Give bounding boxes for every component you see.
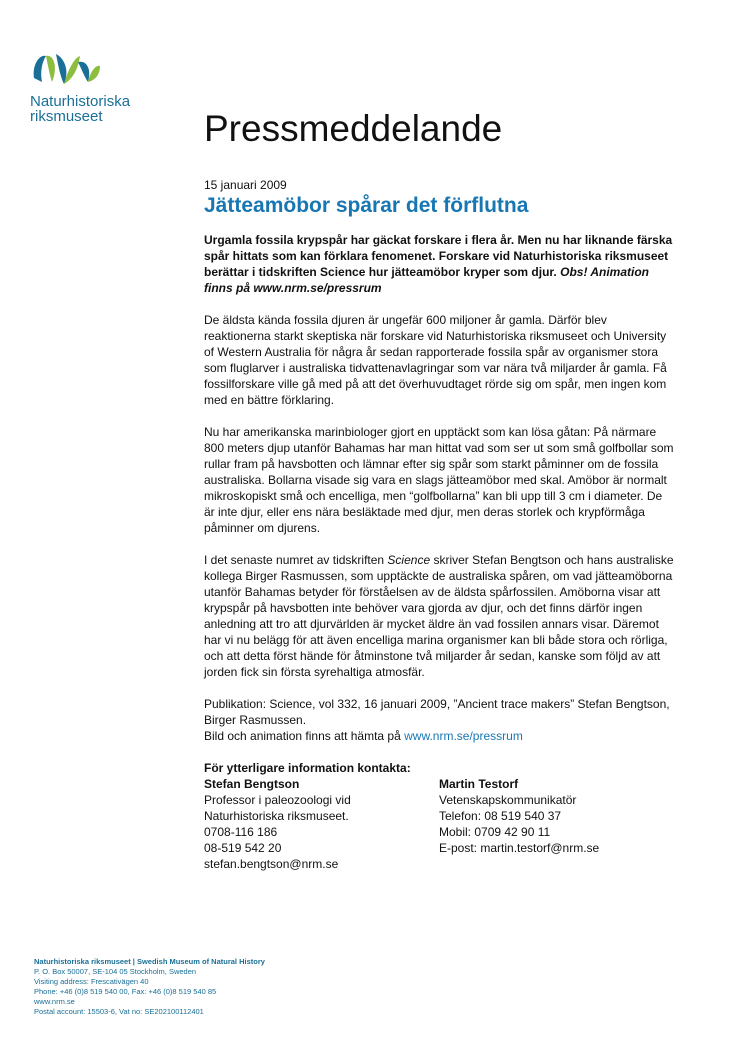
contact-line: Vetenskapskommunikatör	[439, 793, 577, 807]
logo	[30, 48, 140, 124]
paragraph-3-after: skriver Stefan Bengtson och hans australiske kollega Birger Rasmussen, som upptäckte de australiska spåren, om vad jätteamöborna utanför Bahamas betyder för förståelsen av de äldsta spårfossilen. Amöborna visar att krypspår på havsbotten inte behöver vara gjorda av djur, och det finns därför ingen anledning att tro att djurvärlden är mycket äldre än vad fossilen annars visar. Däremot har vi nu belägg för att även encelliga marina organismer kan bli både stora och rörliga, och att detta först hände för åtminstone två miljarder år sedan, kanske som följd av att jorden fick sin första syrehaltiga atmosfär.	[204, 553, 674, 679]
footer-line: Postal account: 15503-6, Vat no: SE202100112401	[34, 1007, 204, 1016]
document-title: Pressmeddelande	[204, 108, 503, 149]
pressrum-link[interactable]: www.nrm.se/pressrum	[404, 729, 523, 743]
contact-line: Naturhistoriska riksmuseet.	[204, 809, 349, 823]
publication-info	[204, 696, 674, 744]
museum-logo-icon	[30, 48, 102, 88]
image-download-text: Bild och animation finns att hämta på	[204, 729, 405, 743]
contact-line: Mobil: 0709 42 90 11	[439, 825, 551, 839]
contact-stefan-bengtson	[204, 776, 439, 872]
contact-martin-testorf	[439, 776, 674, 872]
contact-line: 0708-116 186	[204, 825, 278, 839]
publication-line: Publikation: Science, vol 332, 16 januari 2009, ”Ancient trace makers” Stefan Bengtson, Birger Rasmussen.	[204, 697, 670, 727]
contact-heading: För ytterligare information kontakta:	[204, 761, 411, 775]
paragraph-3-before: I det senaste numret av tidskriften	[204, 553, 388, 567]
footer-website[interactable]: www.nrm.se	[34, 997, 75, 1006]
contact-name: Martin Testorf	[439, 777, 519, 791]
lead-text: Urgamla fossila krypspår har gäckat forskare i flera år. Men nu har liknande färska spår hittats som kan förklara fenomenet. Forskare vid Naturhistoriska riksmuseet berättar i tidskriften Science hur jätteamöbor kryper som djur.	[204, 233, 673, 279]
release-date: 15 januari 2009	[204, 178, 287, 192]
body-paragraph-3	[204, 552, 674, 680]
paragraph-3-journal: Science	[387, 553, 431, 567]
lead-paragraph	[204, 232, 674, 296]
contact-email[interactable]: stefan.bengtson@nrm.se	[204, 857, 339, 871]
contact-name: Stefan Bengtson	[204, 777, 300, 791]
footer	[34, 957, 265, 1017]
contact-line: 08-519 542 20	[204, 841, 282, 855]
press-release-body	[204, 178, 674, 872]
lead-italic-note: Obs! Animation finns på www.nrm.se/pressrum	[204, 265, 649, 295]
body-paragraph-2: Nu har amerikanska marinbiologer gjort en upptäckt som kan lösa gåtan: På närmare 800 meters djup utanför Bahamas har man hittat vad som ser ut som små golfbollar som rullar fram på havsbotten och lämnar efter sig spår som starkt påminner om de fossila australiska. Bollarna visade sig vara en slags jätteamöbor med skal. Amöbor är normalt mikroskopiskt små och encelliga, men “golfbollarna” kan bli upp till 3 cm i diameter. De är inte djur, eller ens nära besläktade med djur, men deras storlek och krypförmåga påminner om djurens.	[204, 425, 674, 535]
footer-line: P. O. Box 50007, SE-104 05 Stockholm, Sweden	[34, 967, 197, 976]
contacts	[204, 776, 674, 872]
logo-line-1: Naturhistoriska	[30, 93, 131, 110]
footer-line: Visiting address: Frescativägen 40	[34, 977, 149, 986]
contact-line: Professor i paleozoologi vid	[204, 793, 351, 807]
body-paragraph-1: De äldsta kända fossila djuren är ungefär 600 miljoner år gamla. Därför blev reaktionerna starkt skeptiska när forskare vid Naturhistoriska riksmuseet och University of Western Australia för några år sedan rapporterade fossila spår av organismer stora som fluglarver i australiska tidvattenavlagringar som var nära två miljarder år gamla. Få fossilforskare ville gå med på att det överhuvudtaget rörde sig om spår, men ingen kom med en bättre förklaring.	[204, 313, 667, 407]
contact-email[interactable]: E-post: martin.testorf@nrm.se	[439, 841, 600, 855]
contact-line: Telefon: 08 519 540 37	[439, 809, 562, 823]
footer-line: Phone: +46 (0)8 519 540 00, Fax: +46 (0)8 519 540 85	[34, 987, 217, 996]
logo-text	[30, 94, 140, 124]
image-download-line	[204, 728, 674, 744]
headline: Jätteamöbor spårar det förflutna	[204, 194, 529, 217]
logo-line-2: riksmuseet	[30, 108, 103, 125]
footer-title: Naturhistoriska riksmuseet | Swedish Museum of Natural History	[34, 957, 265, 966]
